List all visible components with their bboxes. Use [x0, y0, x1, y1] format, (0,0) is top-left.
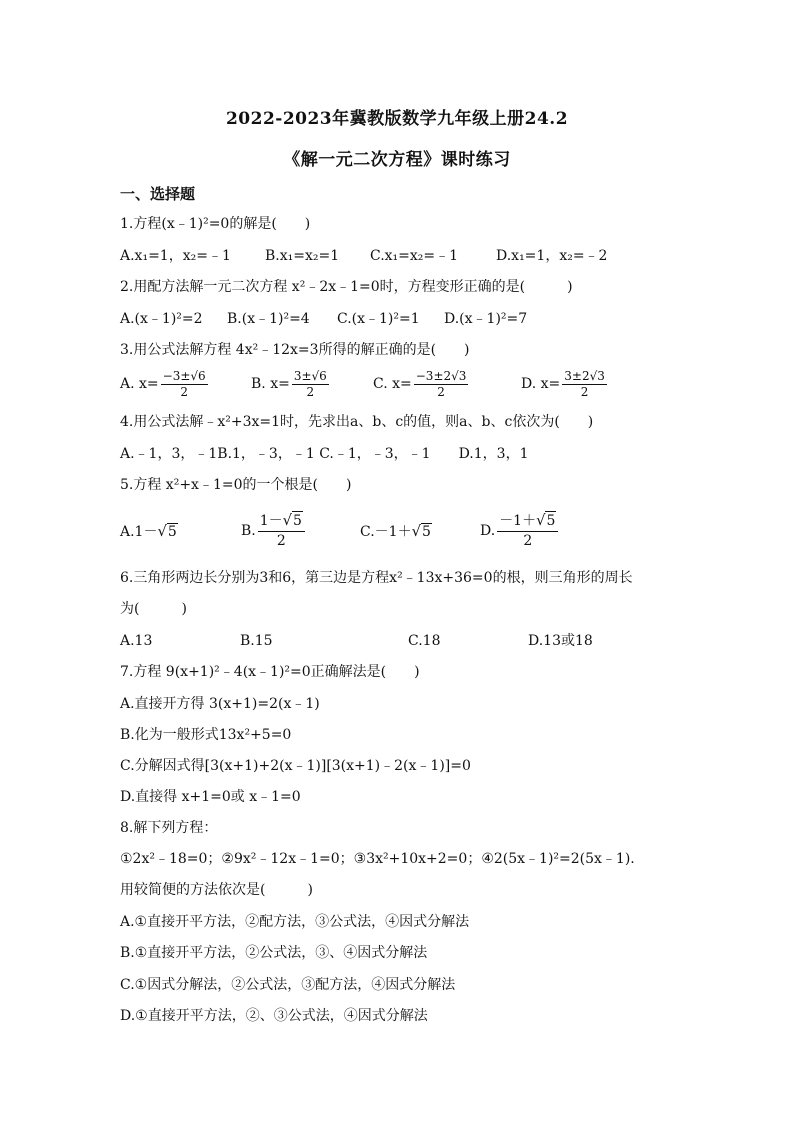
q2-option-d: D.(x﹣1)²=7: [444, 311, 528, 327]
q8-option-a: A.①直接开平方法，②配方法，③公式法，④因式分解法: [120, 914, 470, 930]
question-6-stem-line1: 6.三角形两边长分别为3和6，第三边是方程x²﹣13x+36=0的根，则三角形的周长: [120, 570, 633, 586]
q8-option-d: D.①直接开平方法，②、③公式法，④因式分解法: [120, 1008, 428, 1024]
q6-option-c: C.18: [408, 633, 441, 649]
q3-option-d: D. x= $\frac{3\pm 2√3}{2}$: [521, 368, 605, 399]
question-3-stem: 3.用公式法解方程 4x²﹣12x=3所得的解正确的是( ): [120, 342, 470, 358]
q5-option-a: A.1－ √ 5: [120, 522, 177, 540]
q3-a-denominator: 2: [180, 384, 188, 399]
question-7-stem: 7.方程 9(x+1)²﹣4(x﹣1)²=0正确解法是( ): [120, 664, 420, 680]
question-1-stem: 1.方程(x﹣1)²=0的解是( ): [120, 216, 311, 232]
q2-option-a: A.(x﹣1)²=2: [120, 311, 203, 327]
q3-option-a: A. x= $\frac{-3\pm√6}{2}$: [120, 368, 206, 399]
question-4-stem: 4.用公式法解﹣x²+3x=1时，先求出a、b、c的值，则a、b、c依次为( ): [120, 414, 594, 430]
q5-options: [120, 508, 680, 554]
q7-option-d: D.直接得 x+1=0或 x﹣1=0: [120, 789, 301, 805]
q7-option-c: C.分解因式得[3(x+1)+2(x﹣1)][3(x+1)﹣2(x﹣1)]=0: [120, 758, 471, 774]
q5-d-numerator: －1＋ √ 5: [497, 511, 558, 532]
q6-option-a: A.13: [120, 633, 153, 649]
q8-option-b: B.①直接开平方法，②公式法，③、④因式分解法: [120, 945, 428, 961]
q3-b-numerator: 3±√6: [293, 368, 327, 383]
q6-option-b: B.15: [240, 633, 273, 649]
q2-option-c: C.(x﹣1)²=1: [337, 311, 420, 327]
section-heading-choice: 一、选择题: [120, 185, 196, 203]
q8-equations: ①2x²﹣18=0；②9x²﹣12x﹣1=0；③3x²+10x+2=0；④2(5x﹣1)²=2(5x﹣1).: [120, 851, 635, 867]
q3-d-denominator: 2: [580, 384, 589, 399]
q5-b-denominator: 2: [276, 533, 286, 549]
q3-c-numerator: −3±2√3: [415, 368, 467, 383]
q5-option-c: C.－1＋ √ 5: [360, 522, 431, 540]
worksheet-title-line2: 《解一元二次方程》课时练习: [283, 150, 511, 170]
q3-options: [120, 366, 680, 402]
question-8-stem: 8.解下列方程：: [120, 820, 218, 836]
q3-c-denominator: 2: [437, 384, 445, 399]
worksheet-title-line1: 2022-2023年冀教版数学九年级上册24.2: [225, 109, 569, 129]
q7-option-b: B.化为一般形式13x²+5=0: [120, 727, 292, 743]
q1-option-c: C.x₁=x₂=﹣1: [370, 248, 459, 264]
q3-option-b: B. x= $\frac{3\pm√6}{2}$: [251, 368, 327, 399]
q5-d-denominator: 2: [523, 533, 533, 549]
question-2-stem: 2.用配方法解一元二次方程 x²﹣2x﹣1=0时，方程变形正确的是( ): [120, 279, 573, 295]
q4-options: A.﹣1，3，﹣1B.1，﹣3，﹣1 C.﹣1，﹣3，﹣1 D.1，3，1: [120, 446, 529, 462]
q3-a-numerator: −3±√6: [162, 368, 206, 383]
q7-option-a: A.直接开方得 3(x+1)=2(x﹣1): [120, 696, 320, 712]
q8-option-c: C.①因式分解法，②公式法，③配方法，④因式分解法: [120, 977, 456, 993]
q1-option-a: A.x₁=1，x₂=﹣1: [120, 248, 231, 264]
q3-d-numerator: 3±2√3: [564, 368, 605, 383]
q2-option-b: B.(x﹣1)²=4: [227, 311, 310, 327]
q5-option-d: D. －1＋ √ 5 2: [480, 508, 558, 554]
question-6-stem-line2: 为( ): [120, 601, 187, 617]
q3-b-denominator: 2: [306, 384, 315, 399]
q5-option-b: B. 1－ √ 5 2: [241, 508, 305, 554]
q5-b-numerator: 1－ √ 5: [258, 511, 305, 532]
q1-option-d: D.x₁=1，x₂=﹣2: [496, 248, 608, 264]
q6-option-d: D.13或18: [528, 633, 593, 649]
q8-ask: 用较简便的方法依次是( ): [120, 882, 313, 898]
sqrt-sign: √: [157, 522, 167, 540]
question-5-stem: 5.方程 x²+x﹣1=0的一个根是( ): [120, 477, 352, 493]
q3-option-c: C. x= $\frac{-3\pm 2√3}{2}$: [373, 368, 467, 399]
q1-option-b: B.x₁=x₂=1: [265, 248, 340, 264]
